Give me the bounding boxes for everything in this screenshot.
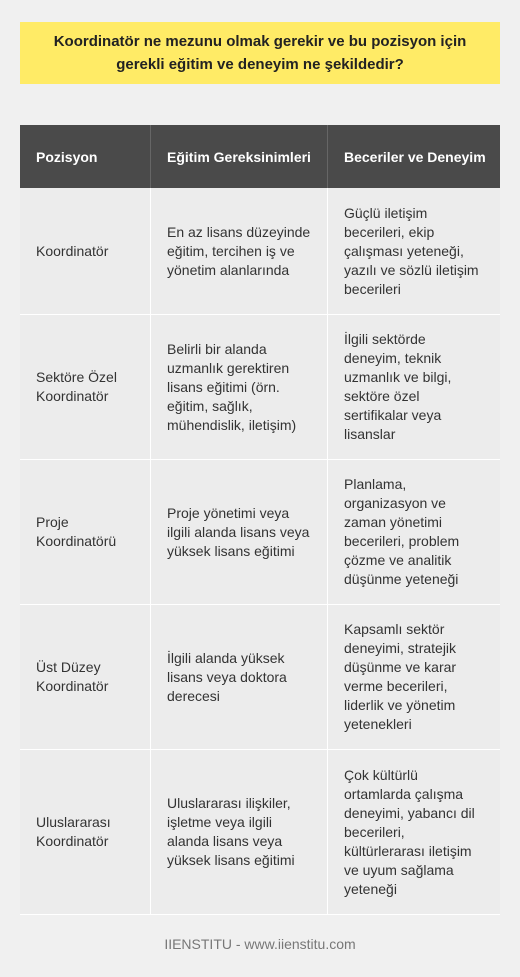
table-row	[20, 460, 500, 605]
skills-cell: Kapsamlı sektör deneyimi, stratejik düşünme ve karar verme becerileri, liderlik ve yönetim yetenekleri	[328, 605, 500, 750]
table-row	[20, 605, 500, 750]
skills-cell: Planlama, organizasyon ve zaman yönetimi becerileri, problem çözme ve analitik düşünme yeteneği	[328, 460, 500, 605]
title-banner	[20, 22, 500, 84]
position-cell: Uluslararası Koordinatör	[20, 750, 151, 915]
column-header-education: Eğitim Gereksinimleri	[151, 125, 328, 188]
table-row	[20, 750, 500, 915]
skills-cell: İlgili sektörde deneyim, teknik uzmanlık ve bilgi, sektöre özel sertifikalar veya lisanslar	[328, 315, 500, 460]
education-cell: Uluslararası ilişkiler, işletme veya ilgili alanda lisans veya yüksek lisans eğitimi	[151, 750, 328, 915]
education-cell: İlgili alanda yüksek lisans veya doktora derecesi	[151, 605, 328, 750]
education-cell: En az lisans düzeyinde eğitim, tercihen iş ve yönetim alanlarında	[151, 188, 328, 315]
position-cell: Üst Düzey Koordinatör	[20, 605, 151, 750]
column-header-skills: Beceriler ve Deneyim	[328, 125, 500, 188]
education-cell: Belirli bir alanda uzmanlık gerektiren lisans eğitimi (örn. eğitim, sağlık, mühendislik, iletişim)	[151, 315, 328, 460]
skills-cell: Güçlü iletişim becerileri, ekip çalışması yeteneği, yazılı ve sözlü iletişim becerileri	[328, 188, 500, 315]
position-cell: Proje Koordinatörü	[20, 460, 151, 605]
column-header-position: Pozisyon	[20, 125, 151, 188]
skills-cell: Çok kültürlü ortamlarda çalışma deneyimi, yabancı dil becerileri, kültürlerarası iletişim ve uyum sağlama yeteneği	[328, 750, 500, 915]
education-cell: Proje yönetimi veya ilgili alanda lisans veya yüksek lisans eğitimi	[151, 460, 328, 605]
table-row	[20, 188, 500, 315]
table-row	[20, 315, 500, 460]
footer-credit: IIENSTITU - www.iienstitu.com	[164, 936, 356, 952]
position-cell: Sektöre Özel Koordinatör	[20, 315, 151, 460]
info-table	[20, 125, 500, 915]
table-header-row	[20, 125, 500, 188]
page-title: Koordinatör ne mezunu olmak gerekir ve bu pozisyon için gerekli eğitim ve deneyim ne şekildedir?	[53, 33, 467, 73]
position-cell: Koordinatör	[20, 188, 151, 315]
